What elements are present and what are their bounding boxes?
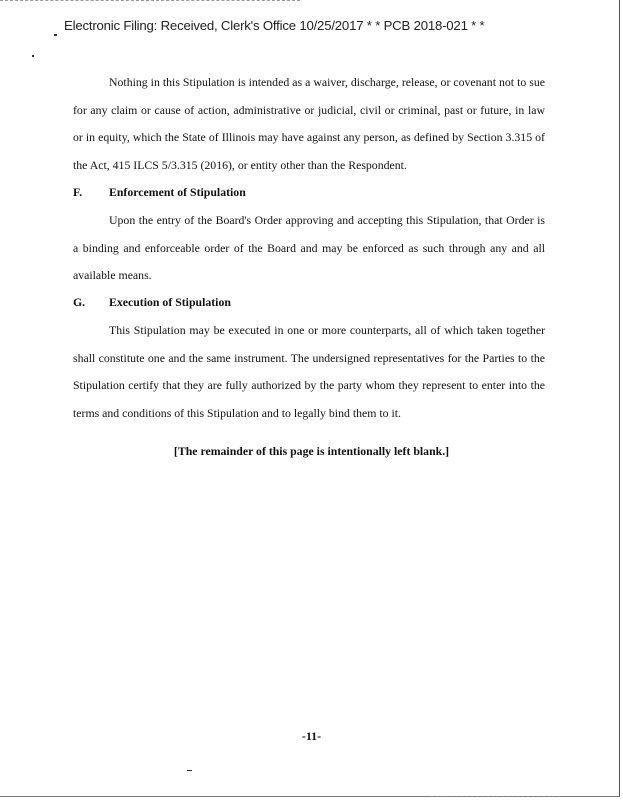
scan-speck bbox=[32, 55, 34, 57]
section-letter: G. bbox=[73, 295, 86, 309]
section-heading-f bbox=[73, 185, 246, 200]
paragraph-execution: This Stipulation may be executed in one or more counterparts, all of which taken together shall constitute one and the same instrument. The undersigned representatives for the Parties to the Stipulation certify that they are fully authorized by the party whom they represent to enter into the terms and conditions of this Stipulation and to legally bind them to it. bbox=[73, 323, 545, 420]
scan-speck bbox=[187, 770, 192, 771]
scan-edge-top bbox=[0, 0, 300, 1]
filing-stamp: Electronic Filing: Received, Clerk's Office 10/25/2017 * * PCB 2018-021 * * bbox=[64, 18, 485, 33]
scan-edge-bottom bbox=[430, 796, 560, 797]
blank-page-note: [The remainder of this page is intentionally left blank.] bbox=[173, 444, 450, 458]
paragraph-enforcement: Upon the entry of the Board's Order approving and accepting this Stipulation, that Order is a binding and enforceable order of the Board and may be enforced as such through any and all available means. bbox=[73, 213, 545, 283]
section-title: Enforcement of Stipulation bbox=[109, 185, 246, 199]
section-heading-g bbox=[73, 295, 231, 310]
scan-speck bbox=[54, 34, 57, 36]
paragraph-covenant: Nothing in this Stipulation is intended as a waiver, discharge, release, or covenant not to sue for any claim or cause of action, administrative or judicial, civil or criminal, past or future, in law or in equity, which the State of Illinois may have against any person, as defined by Section 3.315 of the Act, 415 ILCS 5/3.315 (2016), or entity other than the Respondent. bbox=[73, 75, 545, 172]
page-number: -11- bbox=[301, 729, 322, 743]
section-letter: F. bbox=[73, 185, 83, 199]
section-title: Execution of Stipulation bbox=[109, 295, 231, 309]
